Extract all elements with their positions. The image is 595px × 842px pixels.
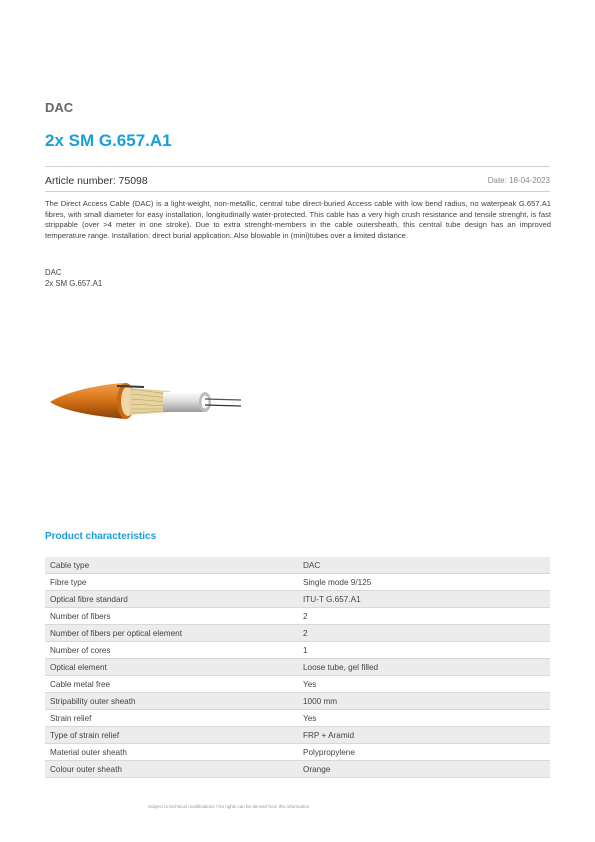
row-value: 2 <box>297 608 550 625</box>
characteristics-table <box>45 557 550 778</box>
row-value: FRP + Aramid <box>297 727 550 744</box>
cable-product-image <box>45 372 250 430</box>
table-row <box>45 676 550 693</box>
row-label: Type of strain relief <box>45 727 297 744</box>
row-label: Material outer sheath <box>45 744 297 761</box>
row-value: Orange <box>297 761 550 778</box>
table-row <box>45 557 550 574</box>
table-row <box>45 625 550 642</box>
footer-disclaimer: Subject to technical modifications / No rights can be derived from this information <box>148 804 310 809</box>
table-row <box>45 761 550 778</box>
table-row <box>45 710 550 727</box>
row-value: Yes <box>297 710 550 727</box>
row-label: Optical element <box>45 659 297 676</box>
header-divider <box>45 166 550 167</box>
table-row <box>45 608 550 625</box>
row-value: Single mode 9/125 <box>297 574 550 591</box>
row-label: Fibre type <box>45 574 297 591</box>
table-row <box>45 642 550 659</box>
table-row <box>45 693 550 710</box>
row-label: Number of cores <box>45 642 297 659</box>
row-value: ITU-T G.657.A1 <box>297 591 550 608</box>
brand-label: DAC <box>45 100 74 115</box>
row-value: Loose tube, gel filled <box>297 659 550 676</box>
row-label: Strain relief <box>45 710 297 727</box>
row-value: 2 <box>297 625 550 642</box>
row-label: Cable type <box>45 557 297 574</box>
row-label: Colour outer sheath <box>45 761 297 778</box>
row-value: DAC <box>297 557 550 574</box>
document-date: Date: 18-04-2023 <box>487 176 550 185</box>
table-row <box>45 744 550 761</box>
product-characteristics-heading: Product characteristics <box>45 531 157 542</box>
table-row <box>45 727 550 744</box>
row-value: 1 <box>297 642 550 659</box>
table-row <box>45 591 550 608</box>
table-row <box>45 659 550 676</box>
product-description: The Direct Access Cable (DAC) is a light-weight, non-metallic, central tube direct-buried Access cable with low bend radius, no waterpeak G.657.A1 fibres, with small diameter for easy installation, longitudinally water-protected. This cable has a very high crush resistance and tensile strenght, is fast strippable (over >4 meter in one stroke). Due to extra strenght-members in the cable outersheath, this central tube design has an improved temperature range. Installation: direct burial application. Also blowable in (mini)tubes over a limited distance. <box>45 199 551 240</box>
row-label: Number of fibers <box>45 608 297 625</box>
row-label: Optical fibre standard <box>45 591 297 608</box>
row-label: Cable metal free <box>45 676 297 693</box>
table-row <box>45 574 550 591</box>
article-divider <box>45 191 550 192</box>
row-label: Number of fibers per optical element <box>45 625 297 642</box>
product-line-brand: DAC <box>45 268 62 277</box>
row-value: 1000 mm <box>297 693 550 710</box>
row-value: Yes <box>297 676 550 693</box>
product-title: 2x SM G.657.A1 <box>45 131 172 150</box>
product-line-title: 2x SM G.657.A1 <box>45 279 103 288</box>
row-label: Stripability outer sheath <box>45 693 297 710</box>
row-value: Polypropylene <box>297 744 550 761</box>
article-number: Article number: 75098 <box>45 175 148 187</box>
